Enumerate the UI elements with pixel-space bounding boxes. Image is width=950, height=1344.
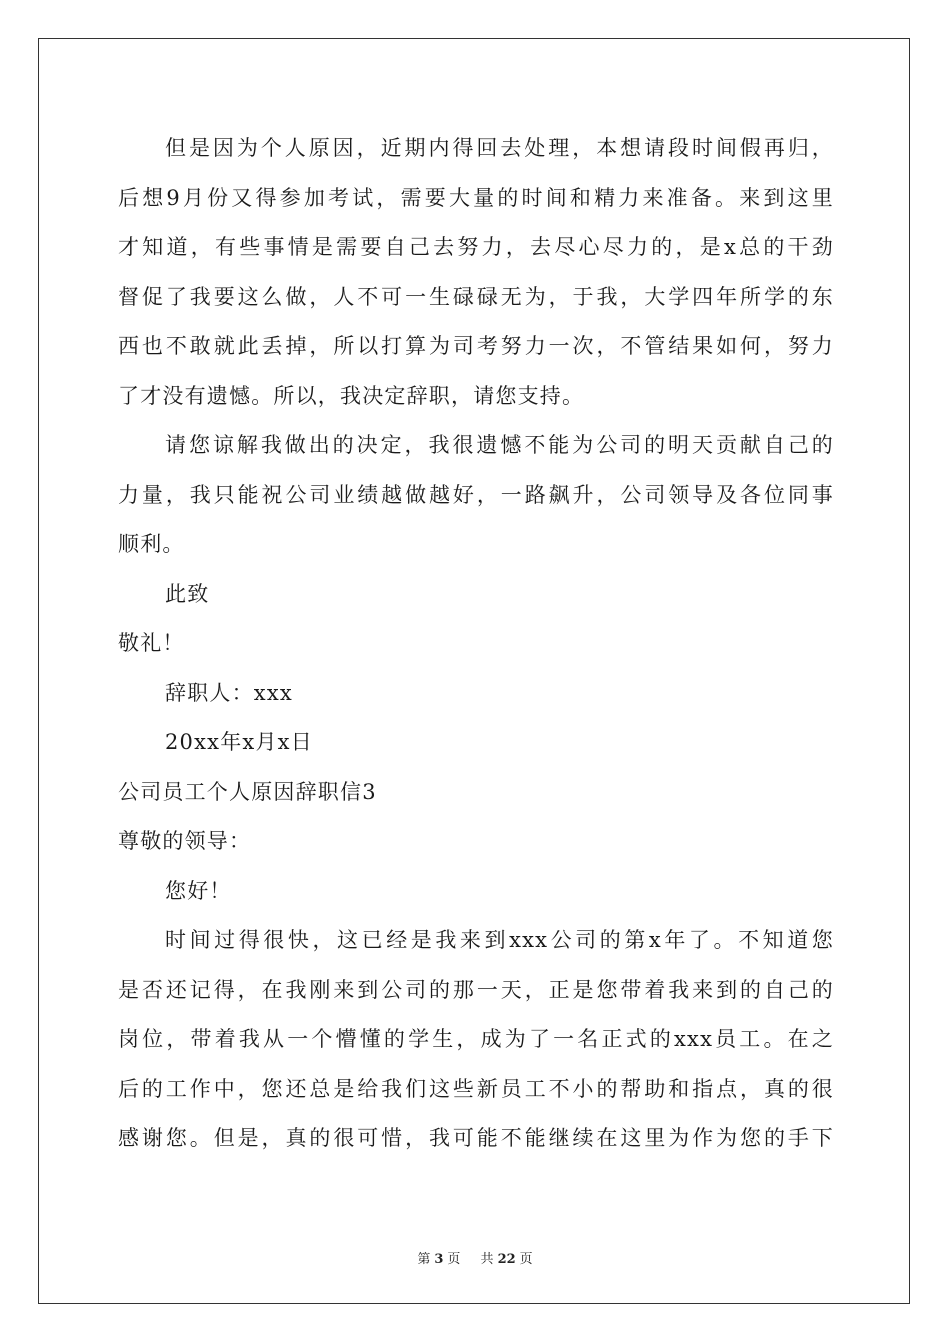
letter-date: 20xx年x月x日	[165, 730, 313, 754]
signer: 辞职人：xxx	[165, 680, 293, 705]
page-total: 共 22 页	[480, 1252, 533, 1267]
document-body	[118, 124, 834, 1164]
text-line: 后的工作中，您还总是给我们这些新员工不小的帮助和指点，真的很	[118, 1076, 834, 1101]
text-line: 后想9月份又得参加考试，需要大量的时间和精力来准备。来到这里	[118, 185, 834, 210]
text-line: 才知道，有些事情是需要自己去努力，去尽心尽力的，是x总的干劲	[118, 235, 834, 259]
text-line: 西也不敢就此丢掉，所以打算为司考努力一次，不管结果如何，努力	[118, 334, 834, 358]
greeting-recipient: 尊敬的领导：	[118, 829, 252, 853]
page-number: 第 3 页	[417, 1252, 461, 1267]
page-footer	[0, 1248, 950, 1267]
text-line: 时间过得很快，这已经是我来到xxx公司的第x年了。不知道您	[165, 928, 834, 952]
text-line: 是否还记得，在我刚来到公司的那一天，正是您带着我来到的自己的	[118, 977, 834, 1002]
salutation: 敬礼！	[118, 631, 185, 655]
text-line: 岗位，带着我从一个懵懂的学生，成为了一名正式的xxx员工。在之	[118, 1027, 834, 1051]
greeting: 您好！	[165, 878, 232, 903]
text-line: 力量，我只能祝公司业绩越做越好，一路飙升，公司领导及各位同事	[118, 482, 834, 507]
text-line: 但是因为个人原因，近期内得回去处理，本想请段时间假再归，	[165, 136, 834, 160]
text-line: 督促了我要这么做，人不可一生碌碌无为，于我，大学四年所学的东	[118, 284, 834, 309]
text-line: 顺利。	[118, 532, 185, 556]
text-line: 感谢您。但是，真的很可惜，我可能不能继续在这里为作为您的手下	[118, 1126, 834, 1150]
closing-phrase: 此致	[165, 581, 210, 606]
section-title: 公司员工个人原因辞职信3	[118, 779, 377, 804]
text-line: 了才没有遗憾。所以，我决定辞职，请您支持。	[118, 383, 585, 408]
text-line: 请您谅解我做出的决定，我很遗憾不能为公司的明天贡献自己的	[165, 433, 834, 457]
